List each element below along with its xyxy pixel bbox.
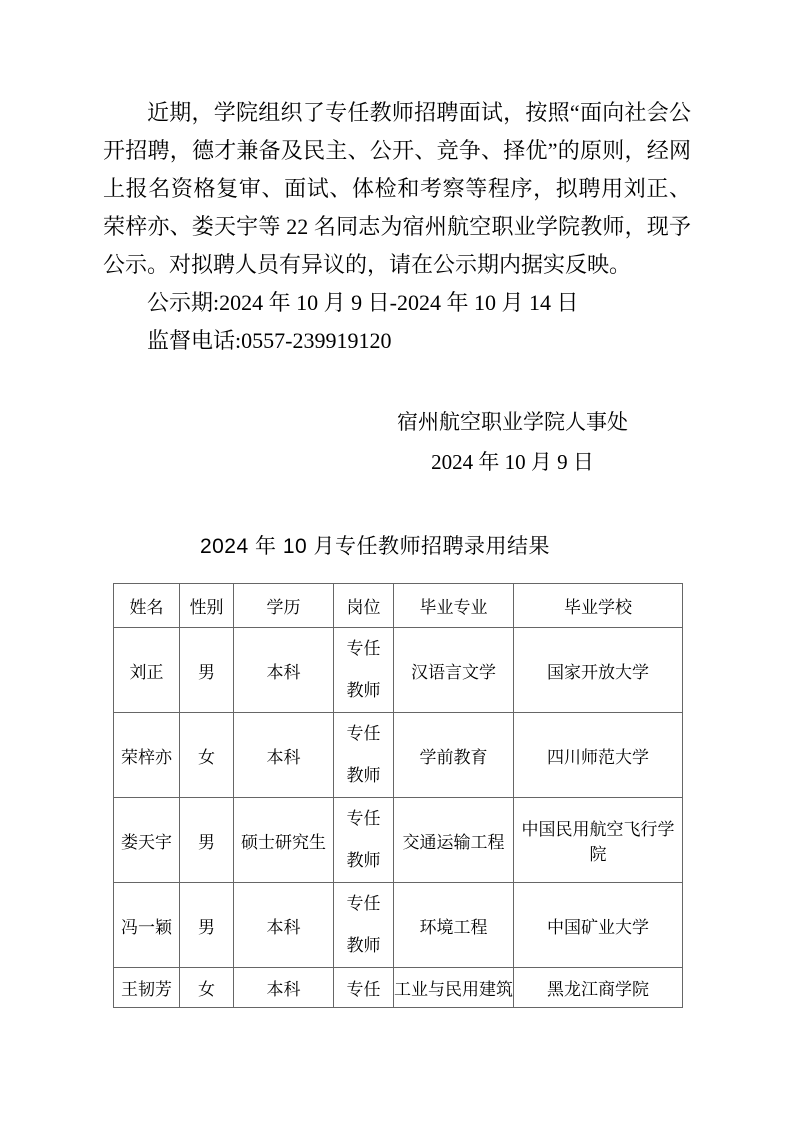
recruitment-result-table xyxy=(113,583,683,1008)
cell-school: 中国民用航空飞行学院 xyxy=(514,798,683,883)
cell-name: 王韧芳 xyxy=(114,968,180,1008)
header-school: 毕业学校 xyxy=(514,584,683,628)
cell-school: 国家开放大学 xyxy=(514,628,683,713)
cell-major: 交通运输工程 xyxy=(394,798,514,883)
table-row xyxy=(114,968,683,1008)
post-line1: 专任 xyxy=(346,894,381,913)
cell-post xyxy=(334,968,394,1008)
header-name: 姓名 xyxy=(114,584,180,628)
post-line1: 专任 xyxy=(346,809,381,828)
cell-post xyxy=(334,713,394,798)
signature-department: 宿州航空职业学院人事处 xyxy=(397,410,628,434)
table-row xyxy=(114,628,683,713)
notice-paragraph: 近期，学院组织了专任教师招聘面试，按照“面向社会公开招聘，德才兼备及民主、公开、竞争、择优”的原则，经网上报名资格复审、面试、体检和考察等程序，拟聘用刘正、荣梓亦、娄天宇等 22 名同志为宿州航空职业学院教师，现予公示。对拟聘人员有异议的，请在公示期内据实反映。 xyxy=(103,100,691,277)
cell-major: 学前教育 xyxy=(394,713,514,798)
cell-gender: 女 xyxy=(180,713,234,798)
cell-school: 四川师范大学 xyxy=(514,713,683,798)
post-line2: 教师 xyxy=(346,851,381,870)
header-post: 岗位 xyxy=(334,584,394,628)
notice-body xyxy=(103,94,691,360)
table-title: 2024 年 10 月专任教师招聘录用结果 xyxy=(199,535,551,558)
supervision-phone-line: 监督电话:0557-239919120 xyxy=(147,328,392,353)
signature-block xyxy=(397,402,628,482)
post-line2: 教师 xyxy=(346,681,381,700)
table-header-row xyxy=(114,584,683,628)
table-row xyxy=(114,713,683,798)
signature-date: 2024 年 10 月 9 日 xyxy=(431,450,594,474)
post-line2: 教师 xyxy=(346,766,381,785)
cell-major: 工业与民用建筑 xyxy=(394,968,514,1008)
cell-school: 黑龙江商学院 xyxy=(514,968,683,1008)
cell-name: 刘正 xyxy=(114,628,180,713)
cell-degree: 本科 xyxy=(234,883,334,968)
cell-name: 娄天宇 xyxy=(114,798,180,883)
table-row xyxy=(114,798,683,883)
table-row xyxy=(114,883,683,968)
cell-gender: 男 xyxy=(180,883,234,968)
header-degree: 学历 xyxy=(234,584,334,628)
post-line1: 专任 xyxy=(346,724,381,743)
header-gender: 性别 xyxy=(180,584,234,628)
cell-gender: 女 xyxy=(180,968,234,1008)
cell-degree: 本科 xyxy=(234,713,334,798)
cell-degree: 本科 xyxy=(234,628,334,713)
cell-name: 冯一颖 xyxy=(114,883,180,968)
cell-post xyxy=(334,798,394,883)
post-line1: 专任 xyxy=(346,980,381,999)
cell-gender: 男 xyxy=(180,628,234,713)
cell-gender: 男 xyxy=(180,798,234,883)
cell-post xyxy=(334,883,394,968)
cell-school: 中国矿业大学 xyxy=(514,883,683,968)
cell-degree: 硕士研究生 xyxy=(234,798,334,883)
post-line1: 专任 xyxy=(346,639,381,658)
header-major: 毕业专业 xyxy=(394,584,514,628)
post-line2: 教师 xyxy=(346,936,381,955)
cell-major: 环境工程 xyxy=(394,883,514,968)
cell-post xyxy=(334,628,394,713)
cell-name: 荣梓亦 xyxy=(114,713,180,798)
publicity-period-line: 公示期:2024 年 10 月 9 日-2024 年 10 月 14 日 xyxy=(147,290,579,315)
cell-major: 汉语言文学 xyxy=(394,628,514,713)
cell-degree: 本科 xyxy=(234,968,334,1008)
